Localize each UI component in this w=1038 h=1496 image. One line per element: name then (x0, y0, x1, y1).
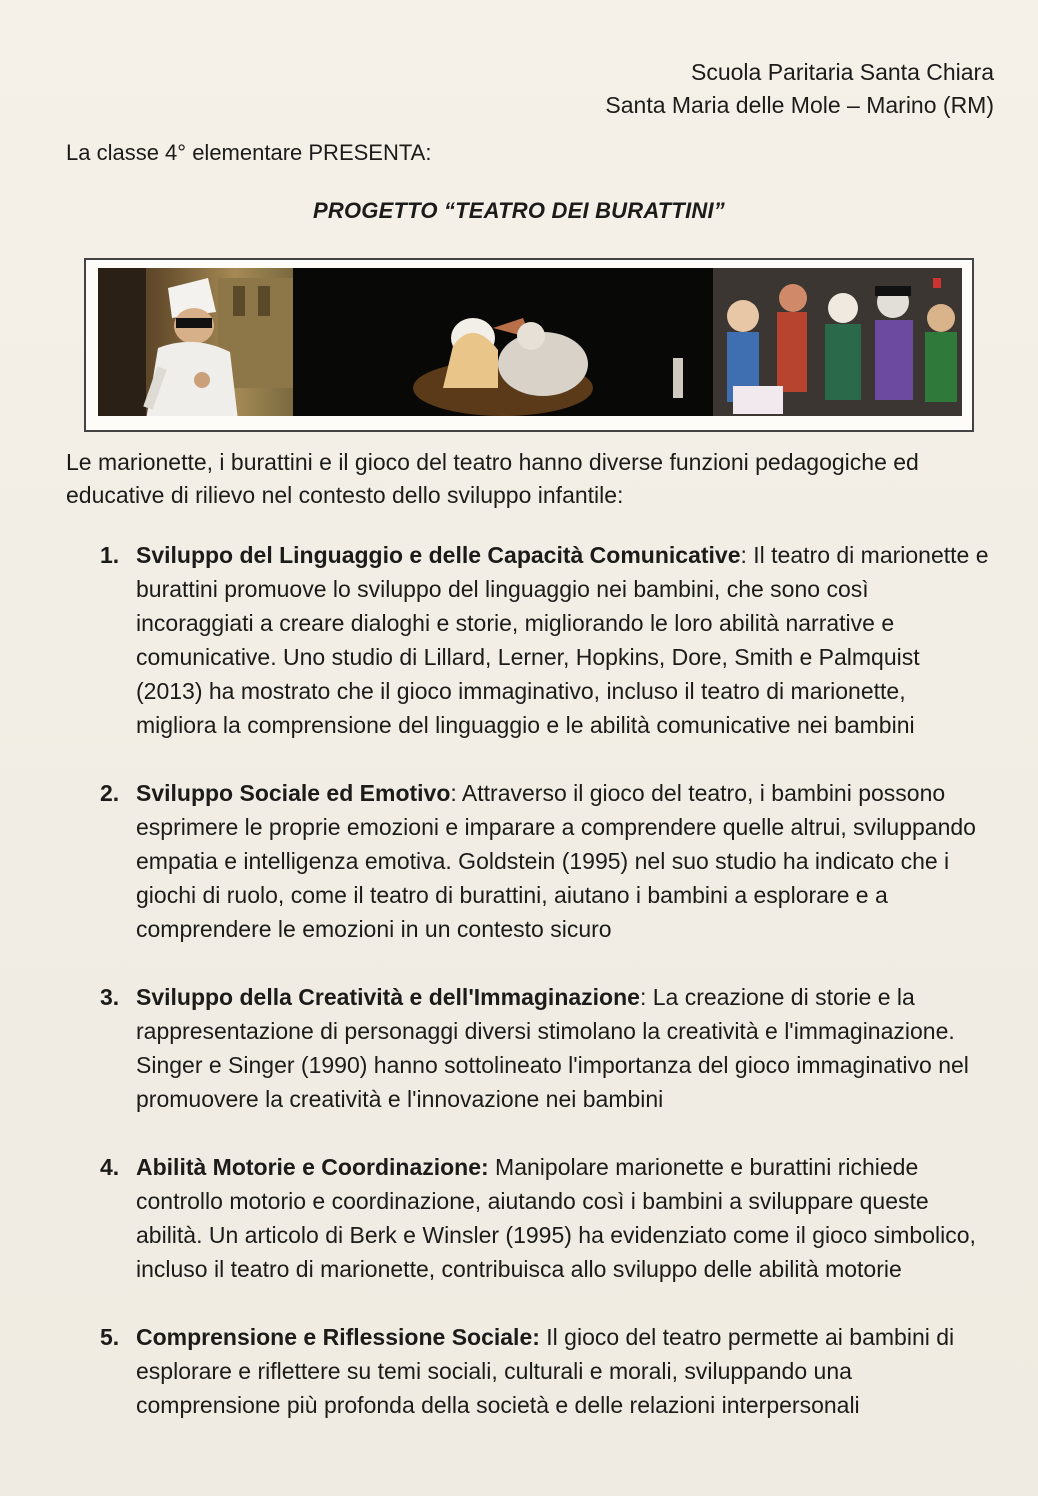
item-number: 5. (100, 1324, 120, 1350)
stage-puppets-photo (293, 268, 713, 416)
item-number: 3. (100, 984, 120, 1010)
pulcinella-puppet-photo (98, 268, 293, 416)
item-number: 2. (100, 780, 120, 806)
item-heading: Sviluppo della Creatività e dell'Immaginazione (136, 984, 640, 1010)
presenta-line: La classe 4° elementare PRESENTA: (66, 140, 432, 165)
item-text: : Attraverso il gioco del teatro, i bambini possono esprimere le proprie emozioni e imparare a comprendere quelle altrui, sviluppando empatia e intelligenza emotiva. Goldstein (1995) nel suo studio ha indicato che i giochi di ruolo, come il teatro di burattini, aiutano i bambini a esplorare e a comprendere le emozioni in un contesto sicuro (136, 780, 976, 942)
list-item (96, 1150, 990, 1320)
school-header (605, 56, 994, 122)
item-text: : La creazione di storie e la rappresentazione di personaggi diversi stimolano la creatività e l'immaginazione. Singer e Singer (1990) hanno sottolineato l'importanza del gioco immaginativo nel promuovere la creatività e l'innovazione nei bambini (136, 984, 969, 1112)
list-item (96, 538, 990, 776)
functions-list (96, 538, 990, 1422)
intro-paragraph: Le marionette, i burattini e il gioco del teatro hanno diverse funzioni pedagogiche ed educative di rilievo nel contesto dello sviluppo infantile: (66, 449, 919, 508)
item-text: Il gioco del teatro permette ai bambini di esplorare e riflettere su temi sociali, culturali e morali, sviluppando una comprensione più profonda della società e delle relazioni interpersonali (136, 1324, 955, 1418)
item-heading: Abilità Motorie e Coordinazione: (136, 1154, 489, 1180)
school-location: Santa Maria delle Mole – Marino (RM) (605, 92, 994, 118)
item-heading: Sviluppo del Linguaggio e delle Capacità Comunicative (136, 542, 741, 568)
item-text: : Il teatro di marionette e burattini promuove lo sviluppo del linguaggio nei bambini, che sono così incoraggiati a creare dialoghi e storie, migliorando le loro abilità narrative e comunicative. Uno studio di Lillard, Lerner, Hopkins, Dore, Smith e Palmquist (2013) ha mostrato che il gioco immaginativo, incluso il teatro di marionette, migliora la comprensione del linguaggio e le abilità comunicative nei bambini (136, 542, 989, 738)
item-text: Manipolare marionette e burattini richiede controllo motorio e coordinazione, aiutando così i bambini a sviluppare queste abilità. Un articolo di Berk e Winsler (1995) ha evidenziato come il gioco simbolico, incluso il teatro di marionette, contribuisca allo sviluppo delle abilità motorie (136, 1154, 976, 1282)
item-number: 1. (100, 542, 120, 568)
project-title: PROGETTO “TEATRO DEI BURATTINI” (313, 198, 725, 223)
list-item (96, 1320, 990, 1422)
item-number: 4. (100, 1154, 120, 1180)
list-item (96, 980, 990, 1150)
list-item (96, 776, 990, 980)
handmade-puppets-photo (713, 268, 962, 416)
item-heading: Comprensione e Riflessione Sociale: (136, 1324, 540, 1350)
school-name: Scuola Paritaria Santa Chiara (691, 59, 994, 85)
puppet-photo-banner (84, 258, 974, 432)
item-heading: Sviluppo Sociale ed Emotivo (136, 780, 451, 806)
